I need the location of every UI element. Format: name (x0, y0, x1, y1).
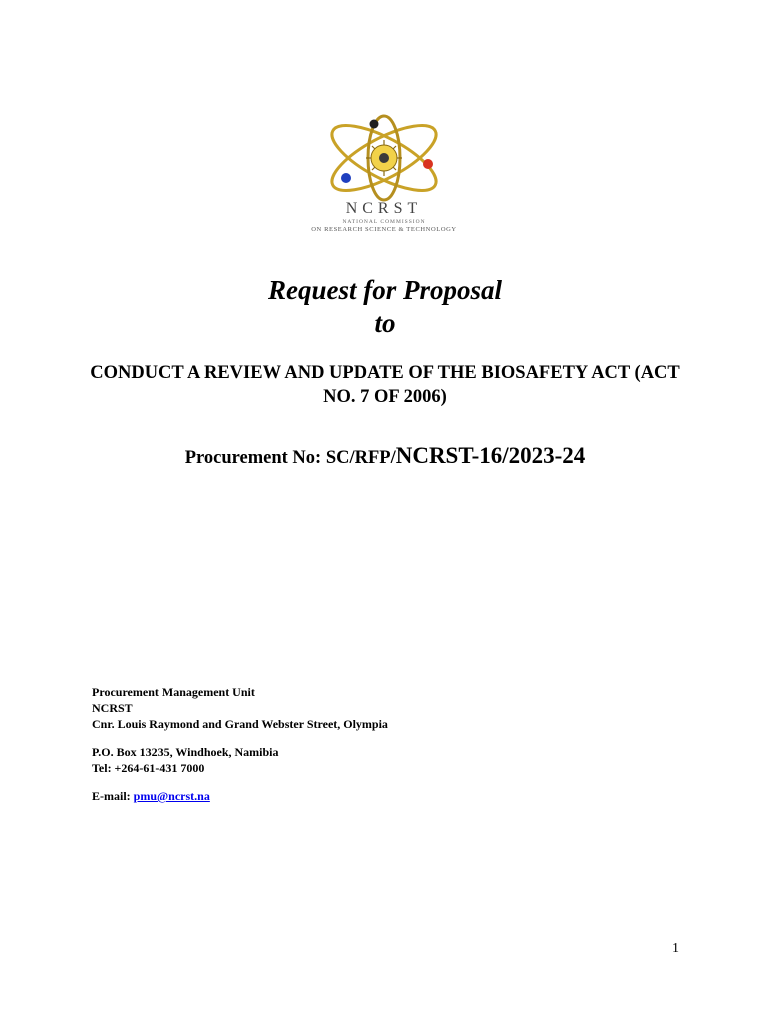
atom-logo-graphic (296, 112, 472, 234)
procurement-code: NCRST-16/2023-24 (395, 443, 586, 468)
logo-wordmark: NCRST (345, 200, 423, 217)
contact-org: NCRST (92, 701, 133, 715)
contact-block (92, 684, 388, 804)
document-title-to: to (374, 308, 396, 338)
document-title: Request for Proposal (267, 275, 502, 305)
contact-unit: Procurement Management Unit (92, 685, 255, 699)
ncrst-logo (296, 112, 472, 234)
procurement-number (0, 442, 770, 472)
email-link[interactable]: pmu@ncrst.na (133, 789, 210, 803)
logo-tagline-2: ON RESEARCH SCIENCE & TECHNOLOGY (311, 226, 457, 233)
page-number: 1 (672, 941, 679, 956)
contact-address: Cnr. Louis Raymond and Grand Webster Street, Olympia (92, 717, 388, 731)
logo-tagline-1: NATIONAL COMMISSION (342, 219, 426, 225)
contact-po-box: P.O. Box 13235, Windhoek, Namibia (92, 745, 279, 759)
procurement-label: Procurement No: SC/RFP/ (184, 448, 396, 468)
contact-tel: Tel: +264-61-431 7000 (92, 761, 205, 775)
rfp-subject: CONDUCT A REVIEW AND UPDATE OF THE BIOSAFETY ACT (ACT NO. 7 OF 2006) (90, 363, 680, 407)
contact-email-label: E-mail: (92, 789, 134, 803)
contact-email-line (92, 788, 388, 804)
